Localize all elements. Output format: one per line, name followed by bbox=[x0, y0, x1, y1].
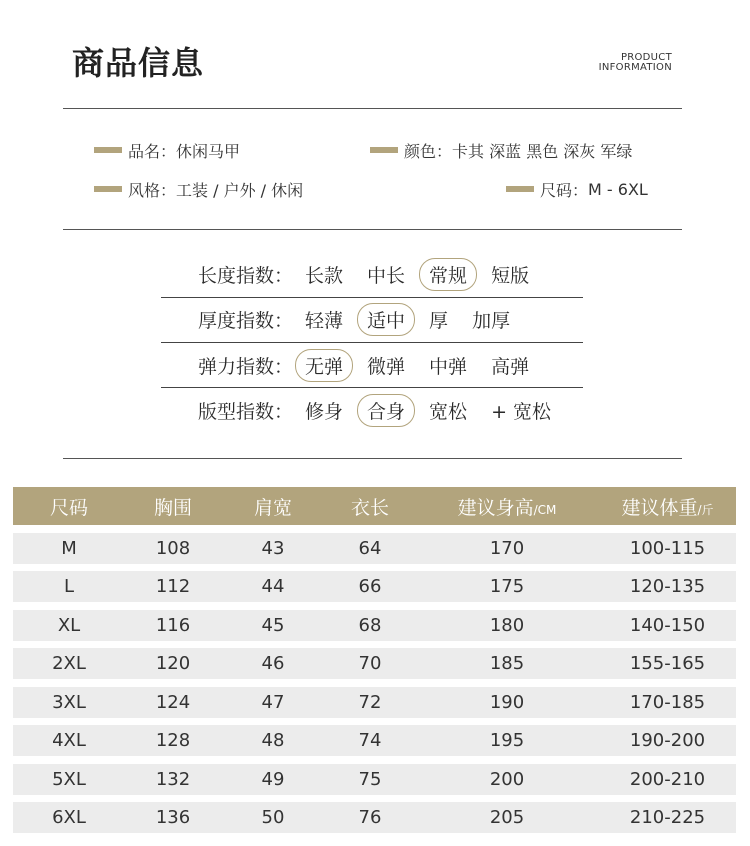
index-option-selected: 适中 bbox=[357, 303, 415, 336]
table-row bbox=[13, 764, 736, 795]
size-table-body bbox=[13, 533, 736, 834]
table-header-cell bbox=[221, 493, 325, 520]
info-style-value: 工装 / 户外 / 休闲 bbox=[176, 180, 304, 200]
info-size bbox=[506, 178, 648, 200]
index-option: 中长 bbox=[367, 264, 406, 287]
page-title-english bbox=[599, 53, 672, 73]
table-cell: 120 bbox=[155, 653, 191, 674]
table-row bbox=[13, 533, 736, 564]
index-label: 版型指数： bbox=[198, 400, 294, 423]
table-row bbox=[13, 725, 736, 756]
index-option: 修身 bbox=[305, 400, 344, 423]
table-cell: 190-200 bbox=[629, 730, 706, 751]
table-cell: 124 bbox=[155, 691, 191, 713]
info-style-label: 风格： bbox=[128, 180, 177, 200]
title-en-line1: PRODUCT bbox=[620, 52, 672, 63]
table-cell: 47 bbox=[261, 691, 285, 713]
table-cell: 210-225 bbox=[629, 807, 706, 828]
table-header-cell bbox=[599, 493, 736, 520]
table-cell: 75 bbox=[358, 768, 382, 790]
table-cell: L bbox=[63, 576, 75, 597]
index-label: 弹力指数： bbox=[198, 355, 294, 378]
table-cell: 50 bbox=[261, 807, 285, 828]
table-cell: 72 bbox=[358, 691, 382, 713]
info-color-label: 颜色： bbox=[404, 141, 453, 161]
table-row bbox=[13, 571, 736, 602]
table-header-cell bbox=[415, 493, 599, 520]
table-cell: 74 bbox=[358, 730, 382, 751]
index-option: + 宽松 bbox=[491, 400, 552, 423]
table-cell: 195 bbox=[489, 730, 525, 751]
info-color-value: 卡其 深蓝 黑色 深灰 军绿 bbox=[452, 141, 633, 161]
index-label: 长度指数： bbox=[198, 264, 294, 287]
index-divider bbox=[161, 297, 583, 298]
size-table bbox=[13, 487, 736, 833]
index-divider bbox=[161, 387, 583, 388]
table-cell: 70 bbox=[358, 653, 382, 674]
table-cell: 66 bbox=[358, 576, 382, 597]
index-option-selected: 合身 bbox=[357, 394, 415, 427]
index-option: 宽松 bbox=[429, 400, 468, 423]
table-header-cell bbox=[13, 493, 125, 520]
info-name-value: 休闲马甲 bbox=[176, 141, 241, 161]
table-cell: 108 bbox=[155, 537, 191, 559]
bullet-bar-icon bbox=[506, 186, 534, 192]
table-header-label: 建议身高 bbox=[457, 496, 534, 519]
table-cell: 132 bbox=[155, 768, 191, 790]
table-cell: M bbox=[61, 537, 77, 559]
table-cell: 4XL bbox=[52, 730, 86, 751]
bullet-bar-icon bbox=[94, 147, 122, 153]
index-option: 轻薄 bbox=[305, 309, 344, 332]
table-header-cell bbox=[125, 493, 221, 520]
table-header-label: 衣长 bbox=[350, 496, 389, 519]
table-cell: 3XL bbox=[52, 691, 86, 713]
table-cell: 205 bbox=[489, 807, 525, 828]
divider bbox=[63, 229, 682, 230]
table-cell: 49 bbox=[261, 768, 285, 790]
info-name-label: 品名： bbox=[128, 141, 177, 161]
index-option-selected: 常规 bbox=[419, 258, 477, 291]
table-cell: 180 bbox=[489, 614, 525, 636]
table-cell: 46 bbox=[261, 653, 285, 674]
table-header-unit: /CM bbox=[533, 502, 557, 517]
index-option: 长款 bbox=[305, 264, 344, 287]
table-cell: 76 bbox=[358, 807, 382, 828]
index-option: 短版 bbox=[491, 264, 530, 287]
table-header-label: 建议体重 bbox=[621, 496, 698, 519]
divider bbox=[63, 458, 682, 459]
table-cell: 112 bbox=[155, 576, 191, 597]
size-table-header bbox=[13, 487, 736, 525]
bullet-bar-icon bbox=[94, 186, 122, 192]
table-row bbox=[13, 802, 736, 833]
table-cell: 136 bbox=[155, 807, 191, 828]
table-cell: 175 bbox=[489, 576, 525, 597]
index-row bbox=[198, 258, 543, 290]
table-cell: 43 bbox=[261, 537, 285, 559]
table-cell: 200 bbox=[489, 768, 525, 790]
table-cell: 155-165 bbox=[629, 653, 706, 674]
info-size-label: 尺码： bbox=[540, 180, 589, 200]
bullet-bar-icon bbox=[370, 147, 398, 153]
table-header-label: 尺码 bbox=[49, 496, 88, 519]
table-header-cell bbox=[325, 493, 415, 520]
table-header-label: 肩宽 bbox=[253, 496, 292, 519]
index-label: 厚度指数： bbox=[198, 309, 294, 332]
table-cell: 200-210 bbox=[629, 768, 706, 790]
info-name bbox=[94, 139, 240, 161]
index-option: 高弹 bbox=[491, 355, 530, 378]
index-option: 中弹 bbox=[429, 355, 468, 378]
table-cell: 170 bbox=[489, 537, 525, 559]
table-cell: 5XL bbox=[52, 768, 86, 790]
table-cell: 120-135 bbox=[629, 576, 706, 597]
table-row bbox=[13, 648, 736, 679]
table-cell: XL bbox=[57, 614, 81, 636]
table-cell: 6XL bbox=[52, 807, 86, 828]
table-cell: 170-185 bbox=[629, 691, 706, 713]
index-option: 厚 bbox=[429, 309, 449, 332]
table-cell: 44 bbox=[261, 576, 285, 597]
table-header-label: 胸围 bbox=[153, 496, 192, 519]
index-row bbox=[198, 394, 565, 426]
page-title: 商品信息 bbox=[72, 44, 205, 82]
table-cell: 2XL bbox=[52, 653, 86, 674]
index-option: 加厚 bbox=[472, 309, 511, 332]
table-cell: 185 bbox=[489, 653, 525, 674]
table-cell: 128 bbox=[155, 730, 191, 751]
table-row bbox=[13, 687, 736, 718]
divider bbox=[63, 108, 682, 109]
info-size-value: M - 6XL bbox=[588, 179, 648, 199]
index-option: 微弹 bbox=[367, 355, 406, 378]
index-row bbox=[198, 349, 543, 381]
info-style bbox=[94, 178, 303, 200]
table-cell: 140-150 bbox=[629, 614, 706, 636]
index-divider bbox=[161, 342, 583, 343]
table-header-unit: /斤 bbox=[697, 502, 714, 517]
table-cell: 48 bbox=[261, 730, 285, 751]
table-row bbox=[13, 610, 736, 641]
table-cell: 68 bbox=[358, 614, 382, 636]
table-cell: 64 bbox=[358, 537, 382, 559]
title-en-line2: INFORMATION bbox=[598, 62, 672, 73]
index-row bbox=[198, 303, 524, 335]
table-cell: 190 bbox=[489, 691, 525, 713]
table-cell: 100-115 bbox=[629, 537, 706, 559]
table-cell: 116 bbox=[155, 614, 191, 636]
index-option-selected: 无弹 bbox=[295, 349, 353, 382]
info-color bbox=[370, 139, 632, 161]
table-cell: 45 bbox=[261, 614, 285, 636]
